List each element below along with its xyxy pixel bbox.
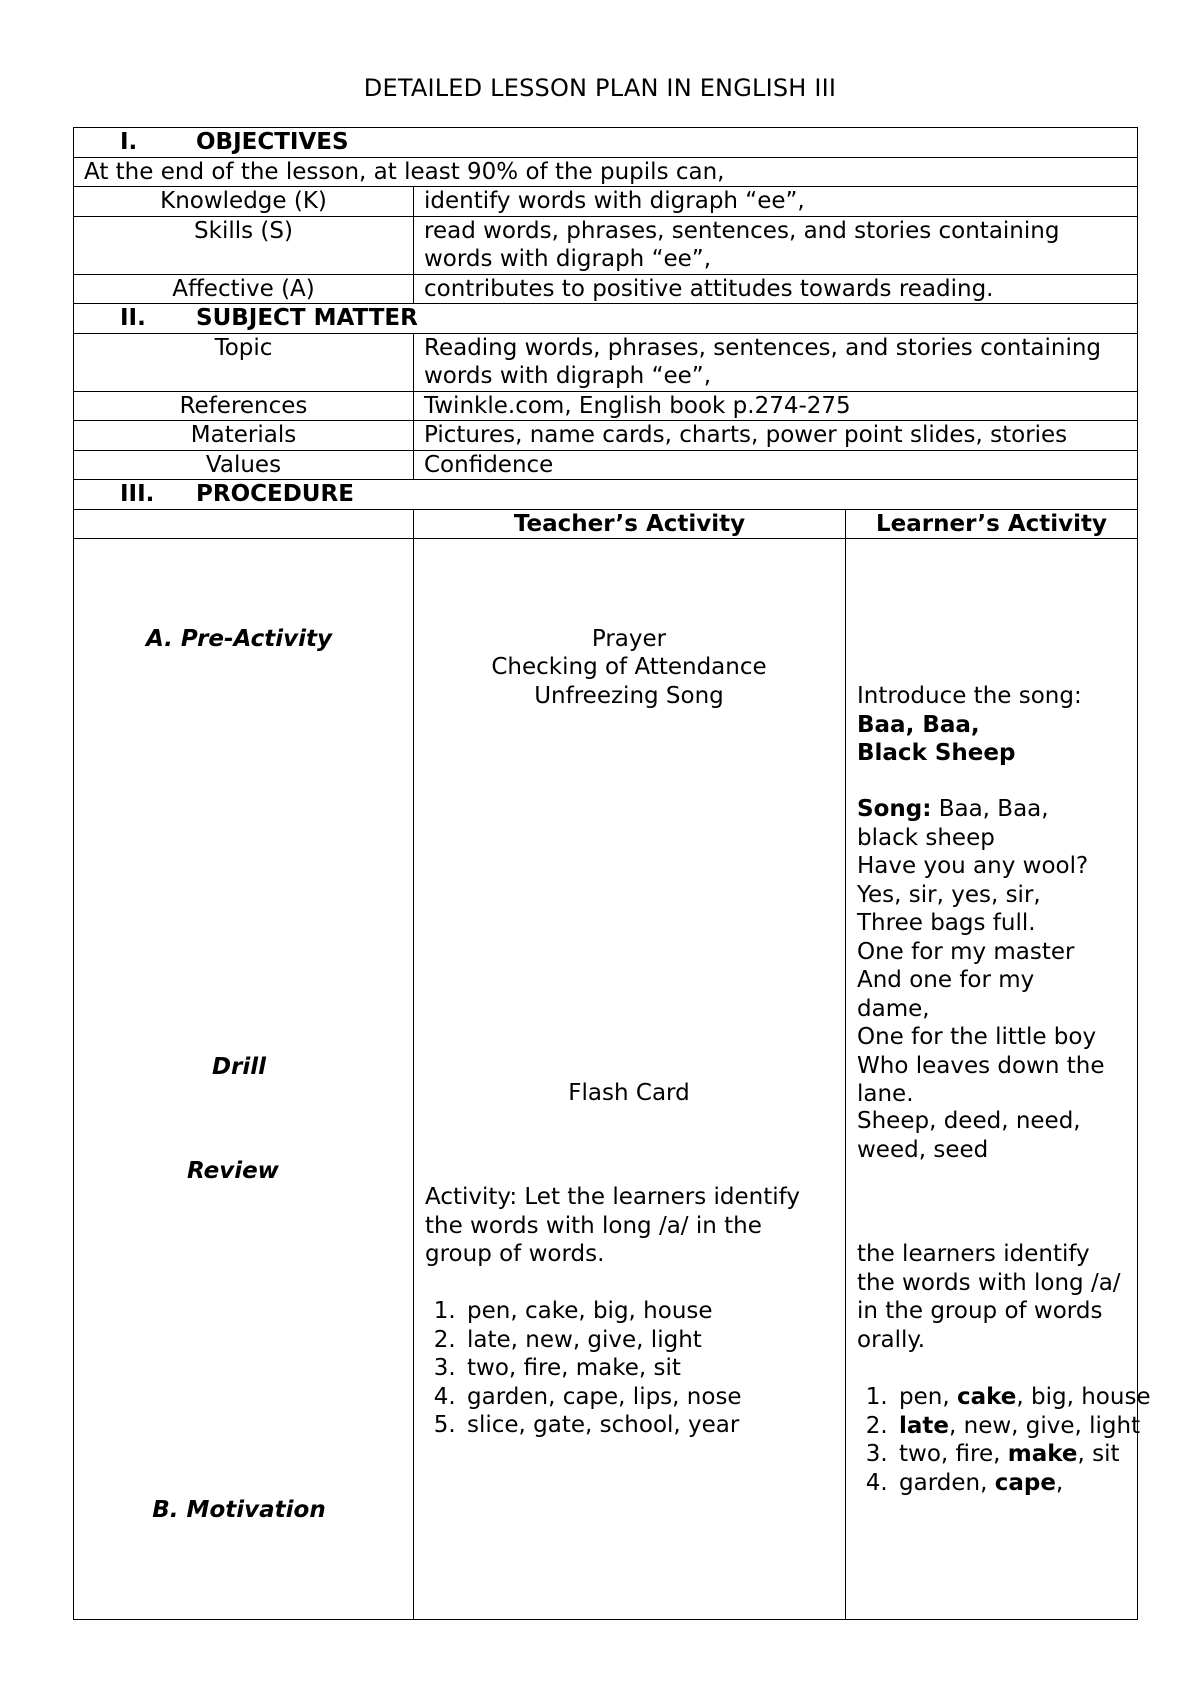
answer-text: , new, give, light — [949, 1412, 1141, 1439]
table-row — [74, 391, 1138, 421]
table-row — [74, 421, 1138, 451]
answer-text: , big, house — [1016, 1384, 1151, 1410]
section-heading — [74, 128, 1138, 158]
teacher-flash-card: Flash Card — [568, 1080, 690, 1106]
list-item: 3. two, fire, make, sit — [463, 1354, 868, 1383]
stage-column — [74, 539, 414, 1620]
answer-text: , sit — [1077, 1441, 1120, 1467]
row-value: contributes to positive attitudes towards reading. — [414, 274, 1138, 304]
list-item — [895, 1412, 1153, 1441]
list-item — [895, 1440, 1153, 1469]
section-number: I. — [120, 129, 138, 155]
table-row — [74, 216, 1138, 274]
row-label: Topic — [74, 333, 414, 391]
drill-words: Sheep, deed, need, weed, seed — [857, 1108, 1081, 1163]
list-item: 4. garden, cape, lips, nose — [463, 1383, 868, 1412]
row-label: Knowledge (K) — [74, 187, 414, 217]
song-line: One for the little boy — [857, 1024, 1097, 1050]
learner-song-intro — [857, 682, 1129, 768]
list-item: 2. late, new, give, light — [463, 1326, 868, 1355]
section-number: II. — [120, 305, 146, 331]
row-value: Pictures, name cards, charts, power point slides, stories — [414, 421, 1138, 451]
row-value: identify words with digraph “ee”, — [414, 187, 1138, 217]
answer-text: two, fire, — [899, 1441, 1008, 1467]
answer-text: pen, — [899, 1384, 957, 1410]
song-first-line — [857, 795, 1087, 852]
song-label: Song: — [857, 796, 932, 822]
document-title: DETAILED LESSON PLAN IN ENGLISH III — [363, 74, 837, 102]
learner-identify-text: the learners identify the words with long /a/ in the group of words orally. — [857, 1241, 1121, 1353]
objectives-intro: At the end of the lesson, at least 90% of the pupils can, — [74, 157, 1138, 187]
row-label: Materials — [74, 421, 414, 451]
answer-bold: cape — [994, 1469, 1056, 1496]
song-line: Yes, sir, yes, sir, — [857, 881, 1041, 908]
teacher-song: Unfreezing Song — [534, 683, 724, 709]
section-title: OBJECTIVES — [196, 129, 349, 155]
row-value: Reading words, phrases, sentences, and stories containing words with digraph “ee”, — [414, 333, 1138, 391]
row-label: Values — [74, 450, 414, 480]
stage-pre-activity: A. Pre-Activity — [145, 626, 333, 652]
learner-column — [846, 539, 1151, 1620]
learner-answers — [857, 1383, 1153, 1497]
lesson-plan-table — [73, 127, 1151, 1620]
table-row — [74, 274, 1138, 304]
objectives-intro-row — [74, 157, 1138, 187]
song-line: Have you any wool? — [857, 853, 1089, 879]
teacher-word-groups — [425, 1297, 868, 1440]
section-header-subject-matter — [74, 304, 1138, 334]
stage-drill: Drill — [211, 1054, 267, 1080]
teacher-activity-header: Teacher’s Activity — [414, 509, 846, 539]
list-item — [895, 1469, 1153, 1498]
song-line: Who leaves down the lane. — [857, 1052, 1105, 1107]
learner-activity-header: Learner’s Activity — [846, 509, 1138, 539]
row-value: read words, phrases, sentences, and stories containing words with digraph “ee”, — [414, 216, 1138, 274]
section-heading — [74, 480, 1138, 510]
song-title: Baa, Baa, Black Sheep — [857, 711, 1016, 766]
teacher-activity-instructions: Activity: Let the learners identify the words with long /a/ in the group of words. — [425, 1184, 800, 1267]
list-item — [895, 1383, 1153, 1412]
row-label: References — [74, 391, 414, 421]
teacher-column — [414, 539, 846, 1620]
answer-bold: cake — [956, 1384, 1017, 1410]
song-line: Baa, Baa, black sheep — [857, 796, 1049, 851]
answer-text: garden, — [899, 1469, 995, 1496]
row-label: Skills (S) — [74, 216, 414, 274]
section-title: PROCEDURE — [196, 481, 354, 507]
section-heading — [74, 304, 1138, 334]
stage-motivation: B. Motivation — [152, 1497, 326, 1523]
song-lyrics — [857, 795, 1129, 1109]
answer-bold: make — [1007, 1441, 1078, 1467]
row-value: Twinkle.com, English book p.274-275 — [414, 391, 1138, 421]
table-row — [74, 333, 1138, 391]
answer-text: , — [1055, 1469, 1064, 1496]
answer-bold: late — [899, 1412, 949, 1439]
song-line: Three bags full. — [857, 910, 1036, 936]
row-label: Affective (A) — [74, 274, 414, 304]
procedure-body-row — [74, 539, 1138, 1620]
table-row — [74, 187, 1138, 217]
introduce-song-text: Introduce the song: — [857, 683, 1082, 709]
section-title: SUBJECT MATTER — [196, 305, 418, 331]
list-item: 5. slice, gate, school, year — [463, 1411, 868, 1440]
song-line: One for my master — [857, 938, 1075, 965]
empty-header-cell — [74, 509, 414, 539]
teacher-prayer: Prayer — [591, 626, 667, 652]
stage-review: Review — [187, 1158, 279, 1184]
row-value: Confidence — [414, 450, 1138, 480]
section-header-procedure — [74, 480, 1138, 510]
section-number: III. — [120, 481, 155, 507]
table-row — [74, 450, 1138, 480]
section-header-objectives — [74, 128, 1138, 158]
list-item: 1. pen, cake, big, house — [463, 1297, 868, 1326]
song-line: And one for my dame, — [857, 967, 1035, 1022]
teacher-attendance: Checking of Attendance — [491, 654, 767, 680]
procedure-column-headers — [74, 509, 1138, 539]
